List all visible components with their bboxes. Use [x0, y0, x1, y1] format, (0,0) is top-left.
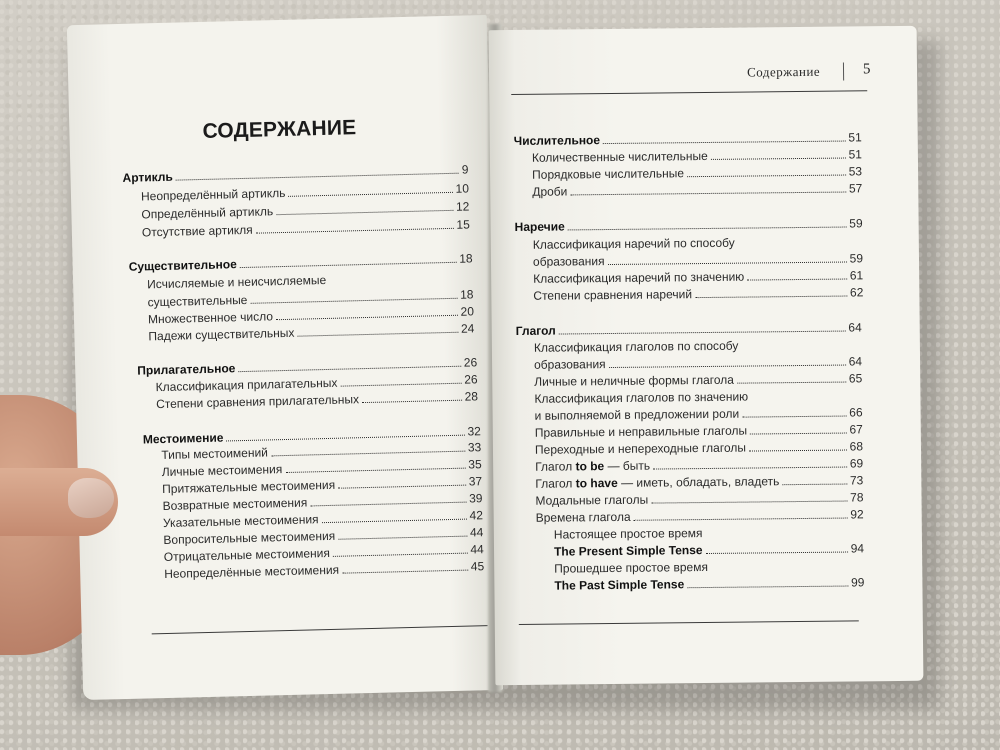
toc-entry: Притяжательные местоимения 37 — [162, 474, 483, 497]
toc-entry: Порядковые числительные 53 — [532, 164, 863, 182]
toc-entry: Классификация прилагательных 26 — [155, 372, 478, 395]
toc-entry: Наречие 59 — [514, 216, 863, 234]
toc-entry-text: Прошедшее простое время — [554, 559, 708, 576]
toc-entry: Местоимение 32 — [142, 424, 482, 447]
toc-entry-text: Классификация наречий по способу — [532, 235, 735, 252]
toc-entry: Глагол to have — иметь, обладать, владеть 73 — [535, 473, 864, 491]
right-page — [489, 26, 924, 685]
toc-entry: Существительное 18 — [128, 251, 473, 274]
toc-entry: The Present Simple Tense 94 — [553, 541, 865, 559]
toc-entry: Отсутствие артикля 15 — [141, 217, 470, 240]
toc-entry: Степени сравнения наречий 62 — [533, 285, 864, 303]
toc-entry: Степени сравнения прилагательных 28 — [155, 389, 479, 412]
toc-entry-text: Настоящее простое время — [553, 526, 703, 542]
running-head-separator — [843, 63, 844, 81]
page-number: 5 — [862, 61, 871, 78]
toc-entry: образования 59 — [532, 251, 864, 269]
bottom-rule — [152, 625, 488, 634]
toc-entry: Глагол 64 — [515, 320, 862, 338]
toc-entry: Количественные числительные 51 — [531, 147, 862, 165]
toc-entry: Артикль 9 — [122, 162, 469, 185]
toc-entry-text: Исчисляемые и неисчисляемые — [147, 272, 327, 292]
toc-entry: Множественное число 20 — [147, 304, 475, 327]
toc-entry: Возвратные местоимения 39 — [162, 491, 483, 514]
toc-entry: Числительное 51 — [513, 130, 862, 149]
toc-entry: Отрицательные местоимения 44 — [163, 542, 484, 565]
toc-entry: Модальные глаголы 78 — [535, 490, 864, 508]
toc-entry: существительные 18 — [147, 287, 474, 310]
toc-entry: Указательные местоимения 42 — [162, 508, 484, 531]
running-head: Содержание — [746, 63, 821, 80]
toc-entry-text: Классификация глаголов по способу — [533, 338, 739, 355]
toc-entry: Дроби 57 — [532, 181, 863, 199]
header-rule — [511, 90, 867, 95]
toc-entry: Личные и неличные формы глагола 65 — [534, 371, 863, 389]
toc-entry: Времена глагола 92 — [535, 507, 864, 525]
toc-entry: Вопросительные местоимения 44 — [163, 525, 484, 548]
toc-entry: Личные местоимения 35 — [161, 457, 482, 480]
toc-entry: Неопределённый артикль 10 — [140, 181, 470, 204]
contents-title: СОДЕРЖАНИЕ — [202, 116, 357, 143]
toc-entry: Переходные и непереходные глаголы 68 — [534, 439, 864, 457]
toc-entry: Определённый артикль 12 — [141, 199, 470, 222]
bottom-rule — [519, 620, 859, 625]
toc-entry: The Past Simple Tense 99 — [554, 575, 865, 593]
thumbnail-nail — [68, 478, 114, 518]
toc-entry: и выполняемой в предложении роли 66 — [534, 405, 863, 423]
toc-entry: Правильные и неправильные глаголы 67 — [534, 422, 863, 440]
toc-entry: Классификация наречий по значению 61 — [533, 268, 864, 286]
toc-entry: Глагол to be — быть 69 — [535, 456, 864, 474]
toc-entry: образования 64 — [534, 354, 863, 372]
toc-entry: Неопределённые местоимения 45 — [164, 559, 485, 582]
toc-entry: Падежи существительных 24 — [148, 321, 475, 344]
toc-entry-text: Классификация глаголов по значению — [534, 389, 749, 406]
toc-entry: Прилагательное 26 — [137, 355, 478, 378]
left-page — [67, 15, 503, 700]
toc-entry: Типы местоимений 33 — [161, 440, 482, 463]
